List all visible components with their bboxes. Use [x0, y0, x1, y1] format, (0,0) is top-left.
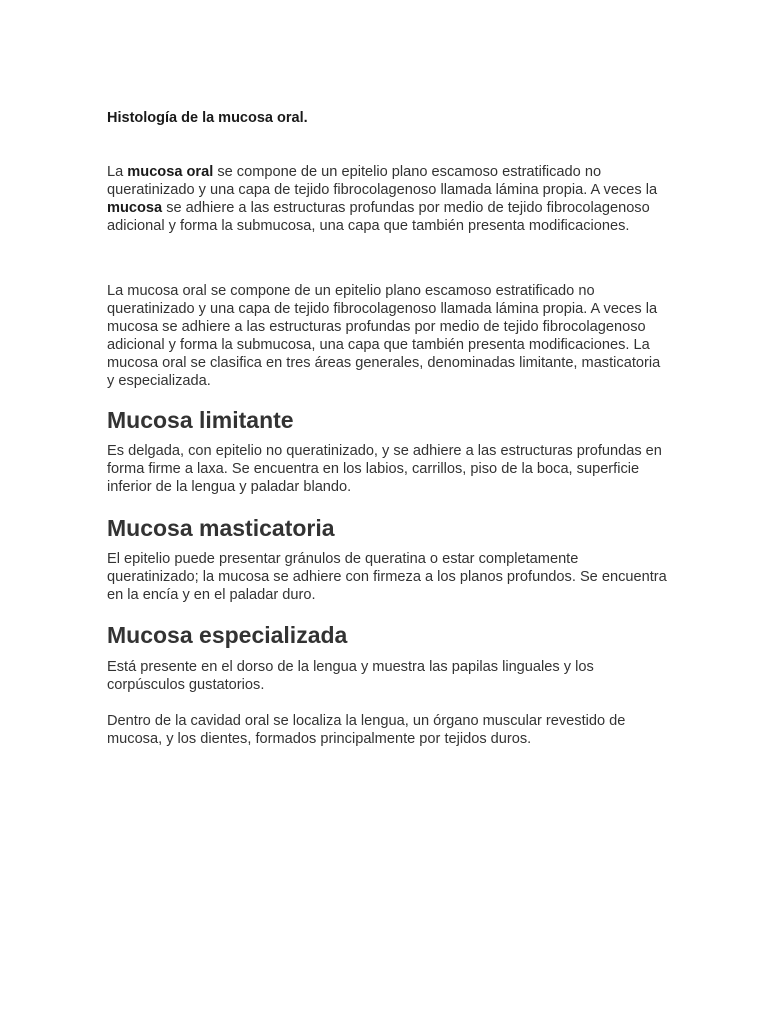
intro-text-1: La — [107, 164, 128, 180]
heading-mucosa-limitante: Mucosa limitante — [107, 407, 294, 433]
closing-paragraph: Dentro de la cavidad oral se localiza la lengua, un órgano muscular revestido de mucosa, y los dientes, formados principalmente por tejidos duros. — [107, 713, 626, 747]
intro-paragraph — [107, 163, 667, 235]
intro-bold-mucosa-oral: mucosa oral — [127, 164, 214, 180]
text-mucosa-especializada: Está presente en el dorso de la lengua y muestra las papilas linguales y los corpúsculos gustatorios. — [107, 659, 594, 693]
document-title: Histología de la mucosa oral. — [107, 110, 308, 126]
heading-mucosa-especializada: Mucosa especializada — [107, 622, 348, 648]
intro-bold-mucosa: mucosa — [107, 200, 163, 216]
classification-paragraph: La mucosa oral se compone de un epitelio plano escamoso estratificado no queratinizado y una capa de tejido fibrocolagenoso llamada lámina propia. A veces la mucosa se adhiere a las estructuras profundas por medio de tejido fibrocolagenoso adicional y forma la submucosa, una capa que también presenta modificaciones. La mucosa oral se clasifica en tres áreas generales, denominadas limitante, masticatoria y especializada. — [107, 283, 661, 389]
intro-text-2: se compone de un epitelio plano escamoso estratificado no queratinizado y una capa de tejido fibrocolagenoso llamada lámina propia. A veces la — [107, 164, 658, 198]
text-mucosa-masticatoria: El epitelio puede presentar gránulos de queratina o estar completamente queratinizado; la mucosa se adhiere con firmeza a los planos profundos. Se encuentra en la encía y en el paladar duro. — [107, 551, 667, 603]
heading-mucosa-masticatoria: Mucosa masticatoria — [107, 515, 335, 541]
text-mucosa-limitante: Es delgada, con epitelio no queratinizado, y se adhiere a las estructuras profundas en forma firme a laxa. Se encuentra en los labios, carrillos, piso de la boca, superficie inferior de la lengua y paladar blando. — [107, 443, 662, 495]
intro-text-3: se adhiere a las estructuras profundas por medio de tejido fibrocolagenoso adicional y forma la submucosa, una capa que también presenta modificaciones. — [107, 200, 650, 234]
